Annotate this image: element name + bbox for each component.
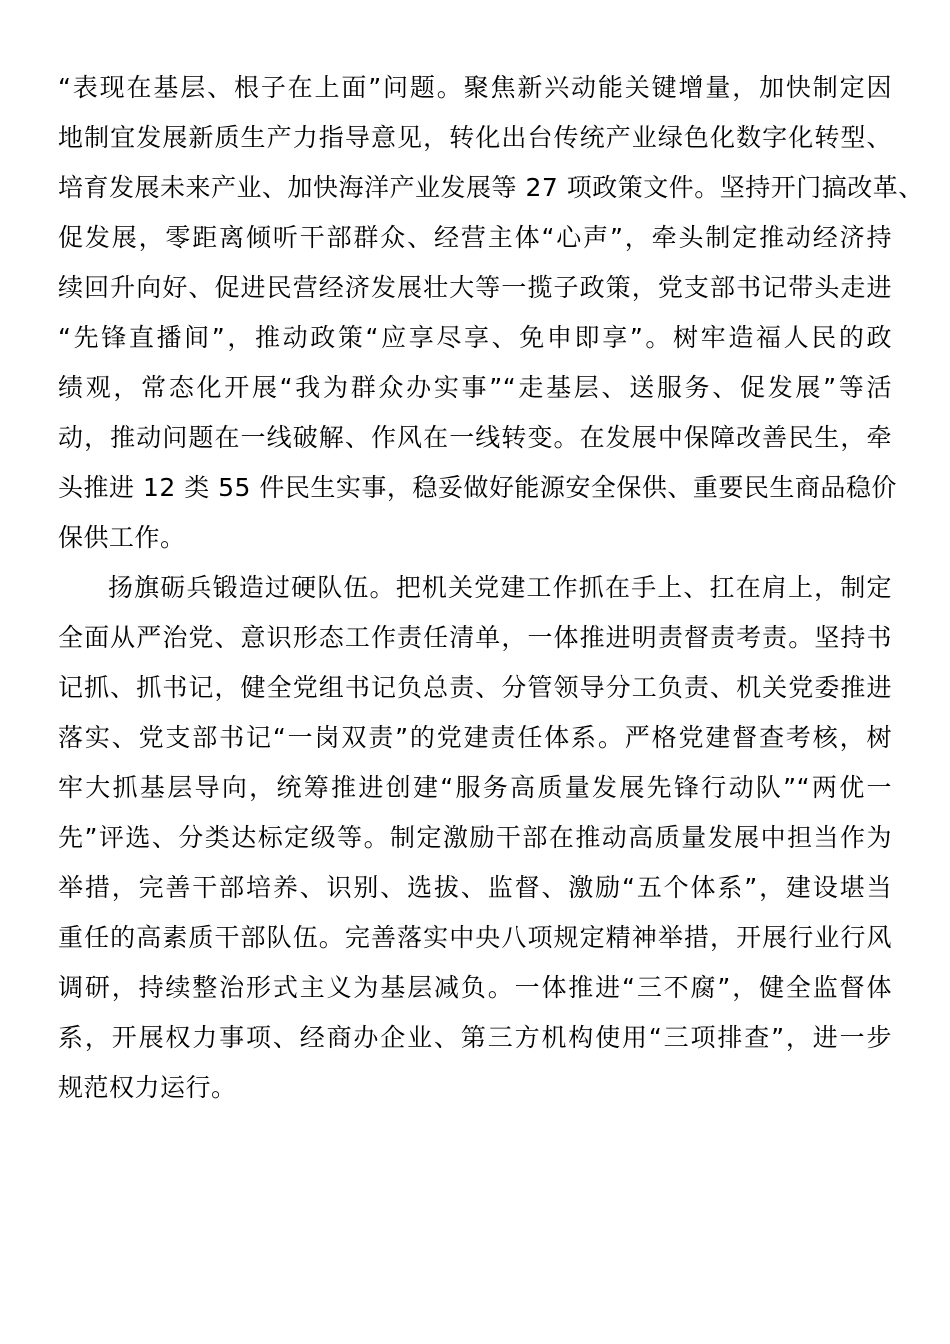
paragraph-line: 调研，持续整治形式主义为基层减负。一体推进“三不腐”，健全监督体 xyxy=(58,973,892,1002)
paragraph-line: 培育发展未来产业、加快海洋产业发展等 27 项政策文件。坚持开门搞改革、 xyxy=(58,173,924,202)
paragraph-line: 系，开展权力事项、经商办企业、第三方机构使用“三项排查”，进一步 xyxy=(58,1023,892,1052)
paragraph-line: 促发展，零距离倾听干部群众、经营主体“心声”，牵头制定推动经济持 xyxy=(58,223,892,252)
paragraph-line: 牢大抓基层导向，统筹推进创建“服务高质量发展先锋行动队”“两优一 xyxy=(58,773,892,802)
paragraph-line: 扬旗砺兵锻造过硬队伍。把机关党建工作抓在手上、扛在肩上，制定 xyxy=(108,573,892,602)
paragraph-line: “表现在基层、根子在上面”问题。聚焦新兴动能关键增量，加快制定因 xyxy=(58,73,892,102)
paragraph-line: 动，推动问题在一线破解、作风在一线转变。在发展中保障改善民生，牵 xyxy=(58,423,892,452)
paragraph-line: “先锋直播间”，推动政策“应享尽享、免申即享”。树牢造福人民的政 xyxy=(58,323,892,352)
paragraph-line: 续回升向好、促进民营经济发展壮大等一揽子政策，党支部书记带头走进 xyxy=(58,273,892,302)
paragraph-line: 记抓、抓书记，健全党组书记负总责、分管领导分工负责、机关党委推进 xyxy=(58,673,892,702)
paragraph-line: 保供工作。 xyxy=(58,523,186,552)
paragraph-line: 头推进 12 类 55 件民生实事，稳妥做好能源安全保供、重要民生商品稳价 xyxy=(58,473,897,502)
paragraph-line: 重任的高素质干部队伍。完善落实中央八项规定精神举措，开展行业行风 xyxy=(58,923,892,952)
paragraph-line: 全面从严治党、意识形态工作责任清单，一体推进明责督责考责。坚持书 xyxy=(58,623,892,652)
paragraph-line: 先”评选、分类达标定级等。制定激励干部在推动高质量发展中担当作为 xyxy=(58,823,892,852)
paragraph-line: 规范权力运行。 xyxy=(58,1073,237,1102)
paragraph-line: 落实、党支部书记“一岗双责”的党建责任体系。严格党建督查考核，树 xyxy=(58,723,892,752)
paragraph-line: 绩观，常态化开展“我为群众办实事”“走基层、送服务、促发展”等活 xyxy=(58,373,892,402)
paragraph-line: 举措，完善干部培养、识别、选拔、监督、激励“五个体系”，建设堪当 xyxy=(58,873,892,902)
paragraph-line: 地制宜发展新质生产力指导意见，转化出台传统产业绿色化数字化转型、 xyxy=(58,123,892,152)
